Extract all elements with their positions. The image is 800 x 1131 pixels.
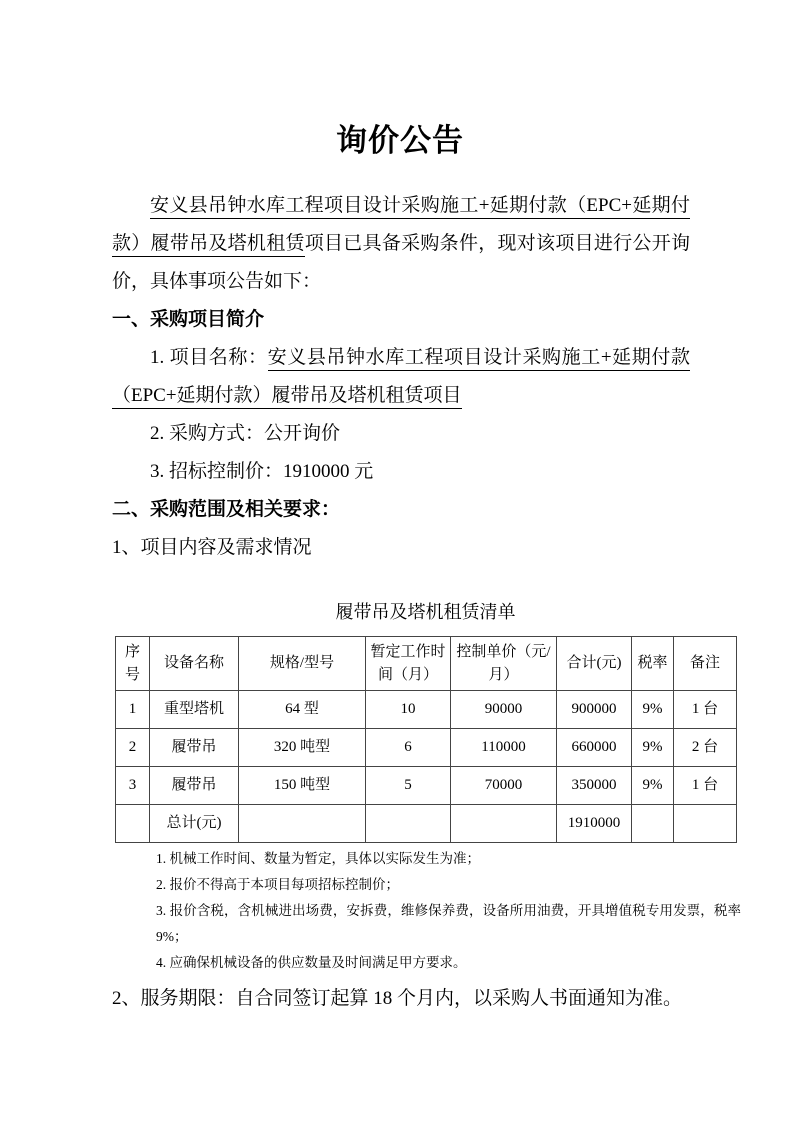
- service-period-item: 2、服务期限：自合同签订起算 18 个月内，以采购人书面通知为准。: [112, 988, 683, 1009]
- table-note: 4. 应确保机械设备的供应数量及时间满足甲方要求。: [156, 955, 467, 970]
- table-cell: 1910000: [557, 805, 632, 843]
- header-cell-unit-price: 控制单价（元/月）: [451, 637, 557, 691]
- table-cell: [674, 805, 737, 843]
- table-note: 1. 机械工作时间、数量为暂定，具体以实际发生为准；: [156, 851, 480, 866]
- table-cell: 64 型: [239, 691, 366, 729]
- section2-heading: 二、采购范围及相关要求：: [112, 499, 341, 520]
- header-cell-model: 规格/型号: [239, 637, 366, 691]
- procurement-method-item: 2. 采购方式：公开询价: [150, 423, 341, 444]
- header-cell-equipment: 设备名称: [150, 637, 239, 691]
- table-cell: 3: [116, 767, 150, 805]
- project-name-value: 安义县吊钟水库工程项目设计采购施工+延期付款（EPC+延期付款）履带吊及塔机租赁项目: [112, 347, 690, 409]
- table-cell: 110000: [451, 729, 557, 767]
- header-cell-total: 合计(元): [557, 637, 632, 691]
- table-cell: 6: [366, 729, 451, 767]
- table-cell: 90000: [451, 691, 557, 729]
- table-cell: 70000: [451, 767, 557, 805]
- rental-table-area: [115, 593, 736, 843]
- table-cell: 2: [116, 729, 150, 767]
- rental-table: [115, 636, 737, 843]
- header-cell-remark: 备注: [674, 637, 737, 691]
- header-cell-tax-rate: 税率: [632, 637, 674, 691]
- document-title: 询价公告: [336, 123, 464, 158]
- document-body: [0, 187, 800, 1018]
- table-cell: 总计(元): [150, 805, 239, 843]
- table-cell: [632, 805, 674, 843]
- table-cell: [116, 805, 150, 843]
- project-name-item: [112, 339, 690, 415]
- table-cell: [239, 805, 366, 843]
- table-cell: 150 吨型: [239, 767, 366, 805]
- table-note: 3. 报价含税，含机械进出场费，安拆费，维修保养费，设备所用油费，开具增值税专用发票，税率 9%；: [156, 903, 741, 944]
- table-cell: 重型塔机: [150, 691, 239, 729]
- intro-underlined-text: 安义县吊钟水库工程项目设计采购施工+延期付款（EPC+延期付款）履带吊及塔机租赁: [112, 195, 690, 257]
- section1-heading: 一、采购项目简介: [112, 309, 265, 330]
- table-cell: 10: [366, 691, 451, 729]
- control-price-item: 3. 招标控制价：1910000 元: [150, 461, 374, 482]
- table-cell: 900000: [557, 691, 632, 729]
- project-content-item: 1、项目内容及需求情况: [112, 537, 312, 558]
- table-cell: [451, 805, 557, 843]
- table-cell: 320 吨型: [239, 729, 366, 767]
- table-cell: 2 台: [674, 729, 737, 767]
- table-cell: 履带吊: [150, 767, 239, 805]
- table-row: [116, 691, 737, 729]
- table-notes: [156, 846, 741, 976]
- table-total-row: [116, 805, 737, 843]
- table-cell: 1 台: [674, 691, 737, 729]
- table-header-row: [116, 637, 737, 691]
- table-cell: 履带吊: [150, 729, 239, 767]
- table-cell: 660000: [557, 729, 632, 767]
- table-cell: 1: [116, 691, 150, 729]
- intro-text: 项目已具备采购条件，现对该项目进行公开询价，具体事项公告如下：: [112, 233, 690, 292]
- table-cell: 5: [366, 767, 451, 805]
- intro-paragraph: [112, 187, 690, 301]
- table-cell: [366, 805, 451, 843]
- rental-table-title: 履带吊及塔机租赁清单: [335, 602, 516, 622]
- table-cell: 9%: [632, 767, 674, 805]
- table-cell: 9%: [632, 691, 674, 729]
- table-cell: 350000: [557, 767, 632, 805]
- table-cell: 9%: [632, 729, 674, 767]
- project-name-label: 1. 项目名称：: [150, 347, 268, 368]
- table-note: 2. 报价不得高于本项目每项招标控制价；: [156, 877, 399, 892]
- header-cell-index: 序号: [116, 637, 150, 691]
- header-cell-duration: 暂定工作时间（月）: [366, 637, 451, 691]
- table-row: [116, 729, 737, 767]
- table-row: [116, 767, 737, 805]
- table-cell: 1 台: [674, 767, 737, 805]
